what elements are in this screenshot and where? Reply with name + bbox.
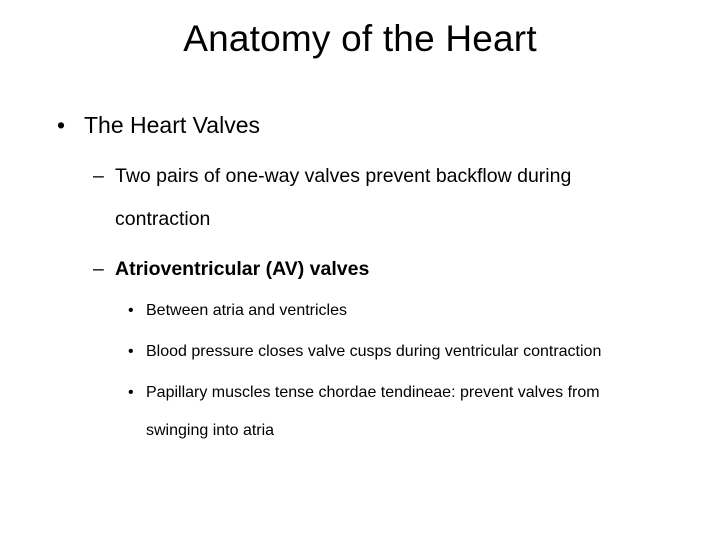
- dash-marker: –: [93, 165, 104, 187]
- sub-bullet-av-valves: Atrioventricular (AV) valves: [115, 258, 370, 280]
- bullet-marker: •: [128, 343, 134, 360]
- bullet-marker: •: [128, 302, 134, 319]
- sub-sub-bullet-papillary-muscles-cont: swinging into atria: [146, 422, 275, 439]
- bullet-marker: •: [57, 112, 66, 138]
- dash-marker: –: [93, 258, 104, 280]
- bullet-heart-valves: The Heart Valves: [84, 112, 260, 138]
- sub-bullet-one-way-valves-cont: contraction: [115, 208, 211, 230]
- sub-sub-bullet-between-atria: Between atria and ventricles: [146, 302, 347, 319]
- sub-bullet-one-way-valves: Two pairs of one-way valves prevent backflow during: [115, 165, 572, 187]
- sub-sub-bullet-papillary-muscles: Papillary muscles tense chordae tendineae: prevent valves from: [146, 384, 600, 401]
- sub-sub-bullet-blood-pressure: Blood pressure closes valve cusps during ventricular contraction: [146, 343, 602, 360]
- bullet-marker: •: [128, 384, 134, 401]
- slide-title: Anatomy of the Heart: [183, 18, 537, 59]
